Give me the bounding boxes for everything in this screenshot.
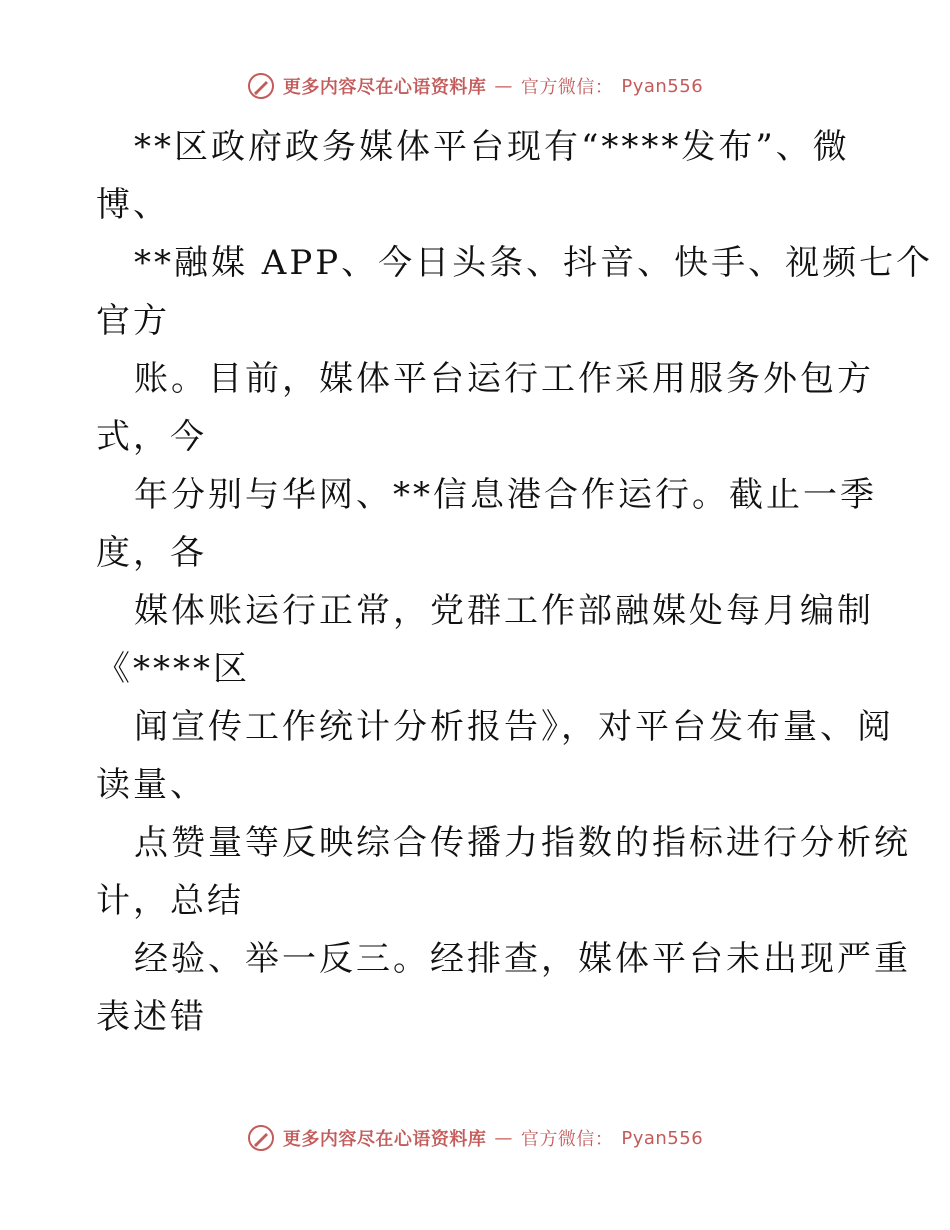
paragraph-line: 年分别与华网、**信息港合作运行。截止一季 — [134, 475, 877, 515]
page-header-watermark — [0, 72, 950, 100]
paragraph-line: 计，总结 — [96, 881, 244, 921]
paragraph-line: 式，今 — [96, 417, 207, 457]
paragraph-line: 经验、举一反三。经排查，媒体平台未出现严重 — [134, 939, 911, 979]
paragraph — [96, 118, 866, 234]
paragraph-line: 媒体账运行正常，党群工作部融媒处每月编制 — [134, 591, 874, 631]
page-footer-watermark — [0, 1124, 950, 1152]
paragraph — [96, 234, 934, 350]
paragraph-line: 博、 — [96, 185, 170, 225]
paragraph — [96, 814, 911, 930]
paragraph-line: 度，各 — [96, 533, 207, 573]
paragraph — [96, 582, 874, 698]
brand-text: 更多内容尽在心语资料库 — [282, 77, 487, 98]
footer-dash: — — [494, 1127, 513, 1149]
header-dash: — — [494, 75, 513, 97]
paragraph-line: 《****区 — [96, 649, 250, 689]
pen-logo-icon — [247, 72, 275, 100]
wechat-label: 官方微信： — [520, 1129, 614, 1150]
paragraph-line: **区政府政务媒体平台现有“****发布”、微 — [134, 127, 850, 167]
pen-logo-icon — [247, 1124, 275, 1152]
paragraph-line: 点赞量等反映综合传播力指数的指标进行分析统 — [134, 823, 911, 863]
paragraph-line: 账。目前，媒体平台运行工作采用服务外包方 — [134, 359, 874, 399]
paragraph-line: 表述错 — [96, 997, 207, 1037]
brand-text: 更多内容尽在心语资料库 — [282, 1129, 487, 1150]
paragraph — [96, 466, 877, 582]
wechat-label: 官方微信： — [520, 77, 614, 98]
paragraph-line: 读量、 — [96, 765, 207, 805]
paragraph-line: 官方 — [96, 301, 170, 341]
paragraph — [96, 350, 874, 466]
wechat-id: Pyan556 — [621, 75, 704, 97]
paragraph — [96, 930, 911, 1046]
paragraph-line: **融媒 APP、今日头条、抖音、快手、视频七个 — [134, 243, 934, 283]
paragraph — [96, 698, 894, 814]
wechat-id: Pyan556 — [621, 1127, 704, 1149]
document-body — [96, 118, 934, 1046]
paragraph-line: 闻宣传工作统计分析报告》，对平台发布量、阅 — [134, 707, 894, 747]
